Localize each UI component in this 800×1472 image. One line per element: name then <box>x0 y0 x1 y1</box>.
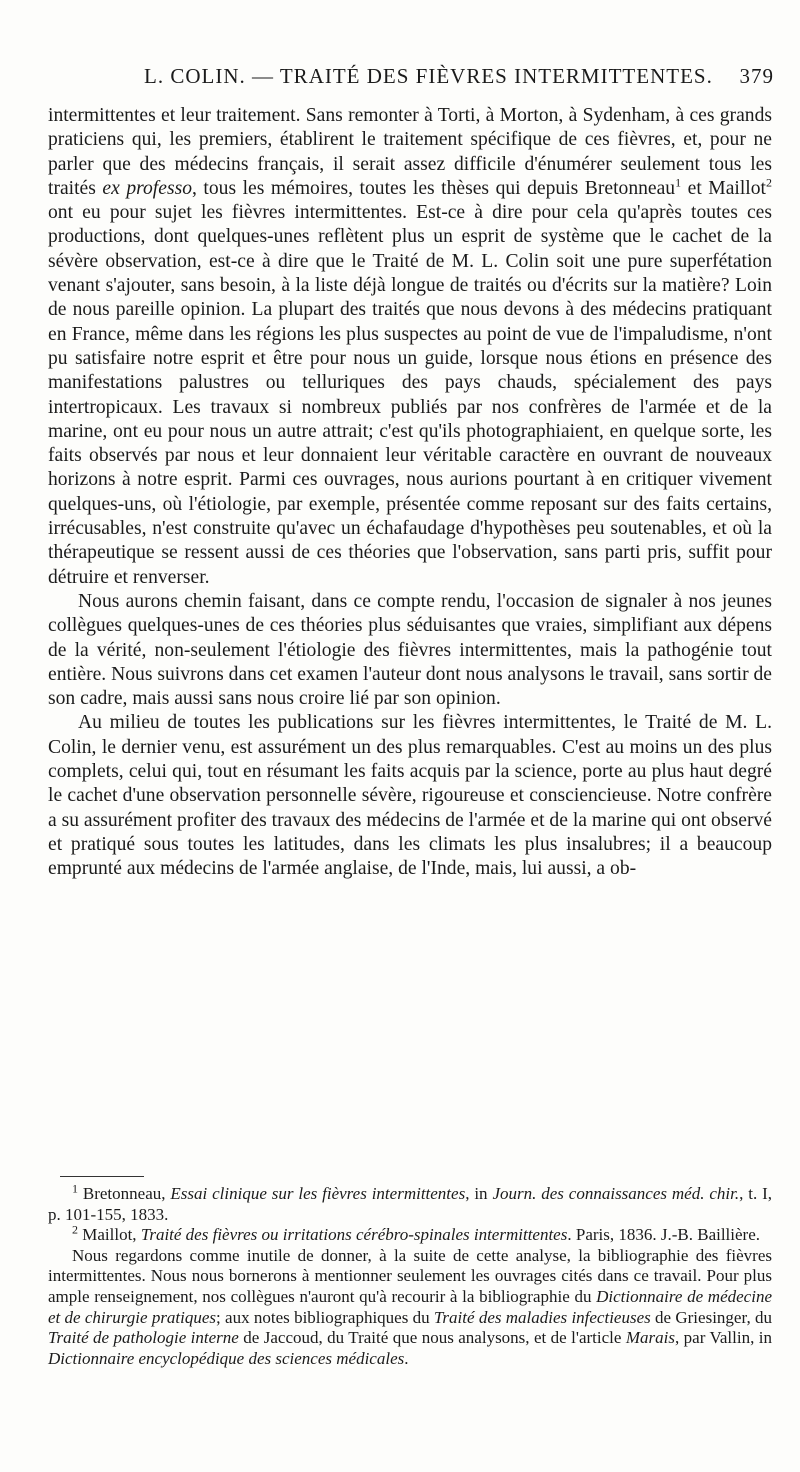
paragraph-1: intermittentes et leur traitement. Sans remonter à Torti, à Morton, à Sydenham, à ces grands praticiens qui, les premiers, établirent le traitement spécifique de ces fièvres, et, pour ne parler que des médecins français, il serait assez difficile d'énumérer seulement tous les traités ex professo, tous les mémoires, toutes les thèses qui depuis Bretonneau$^1$ et Maillot$^2$ ont eu pour sujet les fièvres intermittentes. Est-ce à dire pour cela qu'après toutes ces productions, dont quelques-unes reflètent plus un esprit de système que le cachet de la sévère observation, est-ce à dire que le Traité de M. L. Colin soit une pure superfétation venant s'ajouter, sans besoin, à la liste déjà longue de traités ou d'écrits sur la matière? Loin de nous pareille opinion. La plupart des traités que nous devons à des médecins pratiquant en France, même dans les régions les plus suspectes au point de vue de l'impaludisme, n'ont pu satisfaire notre esprit et être pour nous un guide, lorsque nous étions en présence des manifestations palustres ou telluriques des pays chauds, spécialement des pays intertropicaux. Les travaux si nombreux publiés par nos confrères de l'armée et de la marine, ont eu pour nous un autre attrait; c'est qu'ils photographiaient, en quelque sorte, les faits observés par nous et leur donnaient leur véritable caractère en ouvrant de nouveaux horizons à notre esprit. Parmi ces ouvrages, nous aurions pourtant à en critiquer vivement quelques-uns, où l'étiologie, par exemple, présentée comme reposant sur des faits certains, irrécusables, n'est construite qu'avec un échafaudage d'hypothèses peu soutenables, et où la thérapeutique se ressent aussi de ces théories que l'observation, sans parti pris, suffit pour détruire et renverser. <box>48 105 772 588</box>
footnote-divider <box>60 1176 144 1177</box>
paragraph-3: Au milieu de toutes les publications sur les fièvres intermittentes, le Traité de M. L. Colin, le dernier venu, est assurément un des plus remarquables. C'est au moins un des plus complets, celui qui, tout en résumant les faits acquis par la science, porte au plus haut degré le cachet d'une observation personnelle sévère, rigoureuse et consciencieuse. Notre confrère a su assurément profiter des travaux des médecins de l'armée et de la marine qui ont observé et pratiqué sous toutes les latitudes, dans les climats les plus insalubres; il a beaucoup emprunté aux médecins de l'armée anglaise, de l'Inde, mais, lui aussi, a ob- <box>48 712 772 880</box>
page-number: 379 <box>739 64 774 88</box>
main-text <box>48 104 772 882</box>
page-header <box>64 64 774 94</box>
footnote-ref-1: 1 <box>675 175 682 190</box>
footnotes <box>48 1181 773 1369</box>
footnote-ref-2: 2 <box>765 175 772 190</box>
footnote-3: Nous regardons comme inutile de donner, à la suite de cette analyse, la bibliographie des fièvres intermittentes. Nous nous bornerons à mentionner seulement les ouvrages cités dans ce travail. Pour plus ample renseignement, nos collègues n'auront qu'à recourir à la bibliographie du Dictionnaire de médecine et de chirurgie pratiques; aux notes bibliographiques du Traité des maladies infectieuses de Griesinger, du Traité de pathologie interne de Jaccoud, du Traité que nous analysons, et de l'article Marais, par Vallin, in Dictionnaire encyclopédique des sciences médicales. <box>48 1245 773 1368</box>
latin-phrase: ex professo <box>102 177 192 199</box>
footnote-2: $^2$ Maillot, Traité des fièvres ou irritations cérébro-spinales intermittentes. Paris, 1836. J.-B. Baillière. <box>72 1222 761 1245</box>
running-title: L. COLIN. — TRAITÉ DES FIÈVRES INTERMITTENTES. <box>144 64 713 88</box>
footnote-1: $^1$ Bretonneau, Essai clinique sur les fièvres intermittentes, in Journ. des connaissances méd. chir., t. I, p. 101-155, 1833. <box>48 1181 772 1224</box>
paragraph-2: Nous aurons chemin faisant, dans ce compte rendu, l'occasion de signaler à nos jeunes collègues quelques-unes de ces théories plus séduisantes que vraies, simplifiant aux dépens de la vérité, non-seulement l'étiologie des fièvres intermittentes, mais la pathogénie tout entière. Nous suivrons dans cet examen l'auteur dont nous analysons le travail, sans sortir de son cadre, mais aussi sans nous croire lié par son opinion. <box>48 590 772 710</box>
